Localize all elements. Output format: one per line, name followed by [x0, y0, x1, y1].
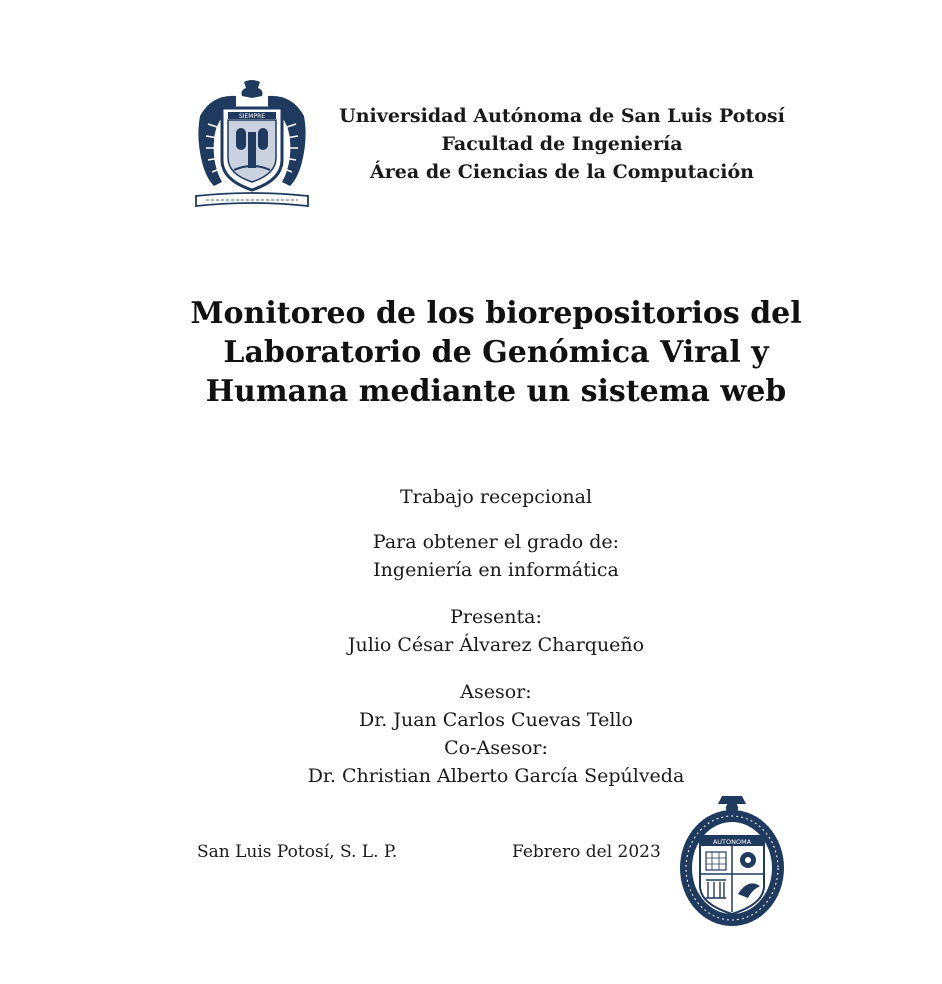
- degree-label: Para obtener el grado de:: [372, 531, 620, 553]
- seal-banner-text: SIEMPRE: [238, 113, 266, 120]
- faculty-seal-text: AUTONOMA: [712, 838, 752, 846]
- date: Febrero del 2023: [512, 842, 661, 862]
- degree-value: Ingeniería en informática: [373, 559, 619, 581]
- place: San Luis Potosí, S. L. P.: [197, 842, 398, 862]
- presenter-name: Julio César Álvarez Charqueño: [347, 634, 645, 656]
- advisor-label: Asesor:: [460, 681, 532, 703]
- thesis-title-line-2: Laboratorio de Genómica Viral y: [223, 335, 769, 370]
- co-advisor-name: Dr. Christian Alberto García Sepúlveda: [307, 765, 685, 787]
- faculty-seal-icon: [676, 794, 788, 930]
- presenter-block: [246, 603, 746, 659]
- institution-header: [322, 102, 802, 186]
- advisors-block: [246, 678, 746, 790]
- thesis-title-line-1: Monitoreo de los biorepositorios del: [190, 296, 802, 331]
- area-name: Área de Ciencias de la Computación: [370, 161, 754, 183]
- work-type-block: [246, 483, 746, 511]
- thesis-title-line-3: Humana mediante un sistema web: [205, 374, 787, 409]
- presenter-label: Presenta:: [450, 606, 542, 628]
- work-type: Trabajo recepcional: [399, 486, 593, 508]
- university-seal-icon: [192, 78, 312, 214]
- faculty-name: Facultad de Ingeniería: [441, 133, 683, 155]
- thesis-title: [180, 294, 812, 411]
- advisor-name: Dr. Juan Carlos Cuevas Tello: [359, 709, 633, 731]
- co-advisor-label: Co-Asesor:: [444, 737, 548, 759]
- university-name: Universidad Autónoma de San Luis Potosí: [339, 105, 785, 127]
- degree-block: [246, 528, 746, 584]
